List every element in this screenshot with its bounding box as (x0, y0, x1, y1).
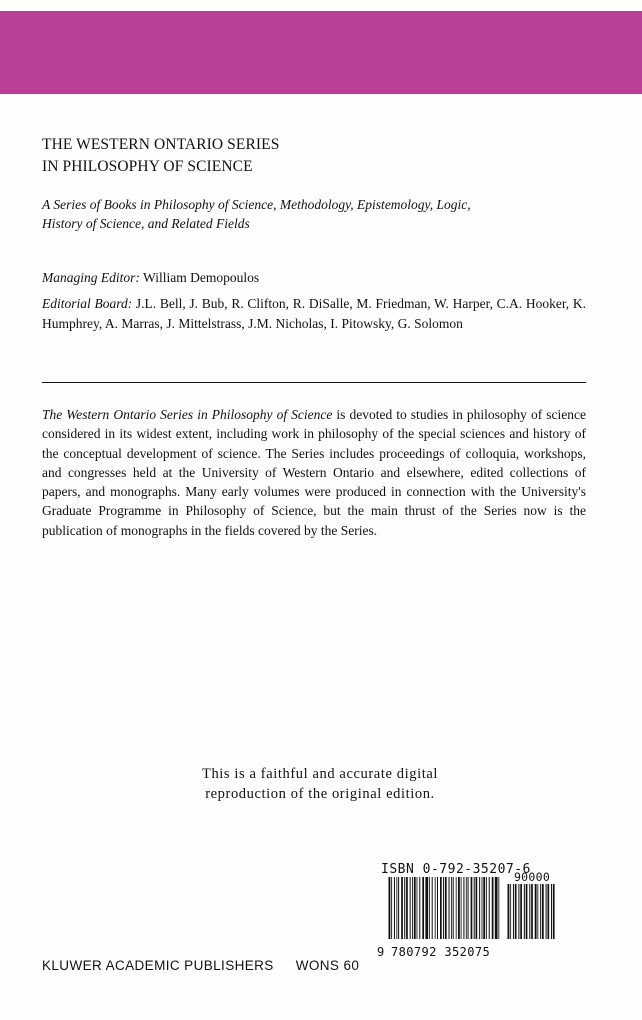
subtitle-line-2: History of Science, and Related Fields (42, 216, 250, 231)
divider-rule (42, 382, 586, 383)
subtitle-line-1: A Series of Books in Philosophy of Science, Methodology, Epistemology, Logic, (42, 197, 471, 212)
barcode-bar (398, 877, 399, 939)
barcode-bar (482, 877, 483, 939)
barcode-bar (540, 884, 541, 939)
barcode-bar (461, 877, 462, 939)
description-text: is devoted to studies in philosophy of science considered in its widest extent, including work in philosophy of the special sciences and history of the conceptual development of science. The Series includes proceedings of colloquia, workshops, and congresses held at the University of Western Ontario and elsewhere, edited collections of papers, and monographs. Many early volumes were produced in connection with the University's Graduate Programme in Philosophy of Science, but the main thrust of the Series now is the publication of monographs in the fields covered by the Series. (42, 407, 586, 538)
barcode-bar (492, 877, 494, 939)
barcode-bar (483, 877, 485, 939)
barcode-bar (406, 877, 408, 939)
barcode-bar (432, 877, 433, 939)
barcode-bar (394, 877, 395, 939)
publisher-name: KLUWER ACADEMIC PUBLISHERS (42, 958, 274, 973)
barcode-bar (412, 877, 413, 939)
barcode-bar (401, 877, 403, 939)
barcode-bar (537, 884, 538, 939)
barcode-bar (546, 884, 547, 939)
notice-line-2: reproduction of the original edition. (205, 786, 435, 802)
barcode-bar (479, 877, 480, 939)
barcode-bar (518, 884, 519, 939)
barcode-bar (471, 877, 473, 939)
barcode-bar (391, 877, 392, 939)
barcode-bar (513, 884, 514, 939)
barcode-bar (429, 877, 430, 939)
barcode-bar (453, 877, 454, 939)
barcode-bar (419, 877, 420, 939)
barcode-bar (468, 877, 469, 939)
series-title (42, 134, 279, 178)
reproduction-notice (160, 764, 480, 804)
barcode-bar (510, 884, 511, 939)
editorial-board (42, 294, 586, 333)
series-title-line-2: IN PHILOSOPHY OF SCIENCE (42, 158, 253, 175)
ean-barcode (388, 877, 501, 939)
barcode-bar (449, 877, 450, 939)
addon-barcode (507, 884, 557, 939)
barcode-bar (451, 877, 452, 939)
managing-editor-label: Managing Editor: (42, 270, 140, 285)
series-description (42, 405, 586, 540)
addon-number: 90000 (513, 870, 551, 884)
cover-band (0, 11, 642, 94)
barcode-bar (529, 884, 530, 939)
barcode-bar (466, 877, 467, 939)
barcode-bar (542, 884, 544, 939)
barcode-bar (520, 884, 522, 939)
barcode-bar (524, 884, 525, 939)
barcode-bar (474, 877, 475, 939)
notice-line-1: This is a faithful and accurate digital (202, 766, 438, 782)
managing-editor (42, 268, 259, 287)
barcode-bar (435, 877, 436, 939)
ean-lead-digit: 9 (377, 945, 385, 959)
editorial-board-members: J.L. Bell, J. Bub, R. Clifton, R. DiSalle, M. Friedman, W. Harper, C.A. Hooker, K. Humphrey, A. Marras, J. Mittelstrass, J.M. Nicholas, I. Pitowsky, G. Solomon (42, 296, 586, 331)
series-subtitle (42, 195, 562, 233)
barcode-bar (396, 877, 397, 939)
barcode-bar (417, 877, 418, 939)
barcode-bar (456, 877, 457, 939)
barcode-bar (425, 877, 428, 939)
barcode-bar (508, 884, 510, 939)
barcode-bar (498, 877, 499, 939)
barcode-bar (422, 877, 424, 939)
barcode-bar (458, 877, 460, 939)
series-title-line-1: THE WESTERN ONTARIO SERIES (42, 136, 280, 153)
publisher-line (42, 958, 359, 973)
barcode-bar (495, 877, 498, 939)
barcode-bar (389, 877, 391, 939)
editorial-board-label: Editorial Board: (42, 296, 133, 311)
barcode-bar (553, 884, 555, 939)
ean-digits: 780792 352075 (391, 945, 491, 959)
barcode-bar (551, 884, 552, 939)
barcode-bar (440, 877, 442, 939)
series-code: WONS 60 (295, 958, 360, 973)
barcode-bar (443, 877, 444, 939)
description-series-name: The Western Ontario Series in Philosophy of Science (42, 407, 333, 422)
barcode-bar (445, 877, 447, 939)
barcode-bar (526, 884, 528, 939)
barcode-bar (404, 877, 405, 939)
barcode-bar (410, 877, 411, 939)
managing-editor-name: William Demopoulos (143, 270, 260, 285)
barcode-bar (414, 877, 416, 939)
isbn-label: ISBN 0-792-35207-6 (381, 862, 531, 877)
barcode-bar (486, 877, 487, 939)
barcode-bar (476, 877, 478, 939)
barcode-bar (547, 884, 549, 939)
barcode-bar (463, 877, 464, 939)
barcode-bar (489, 877, 490, 939)
barcode-bar (515, 884, 517, 939)
barcode-bar (535, 884, 537, 939)
barcode-bar (531, 884, 533, 939)
barcode-bar (437, 877, 438, 939)
